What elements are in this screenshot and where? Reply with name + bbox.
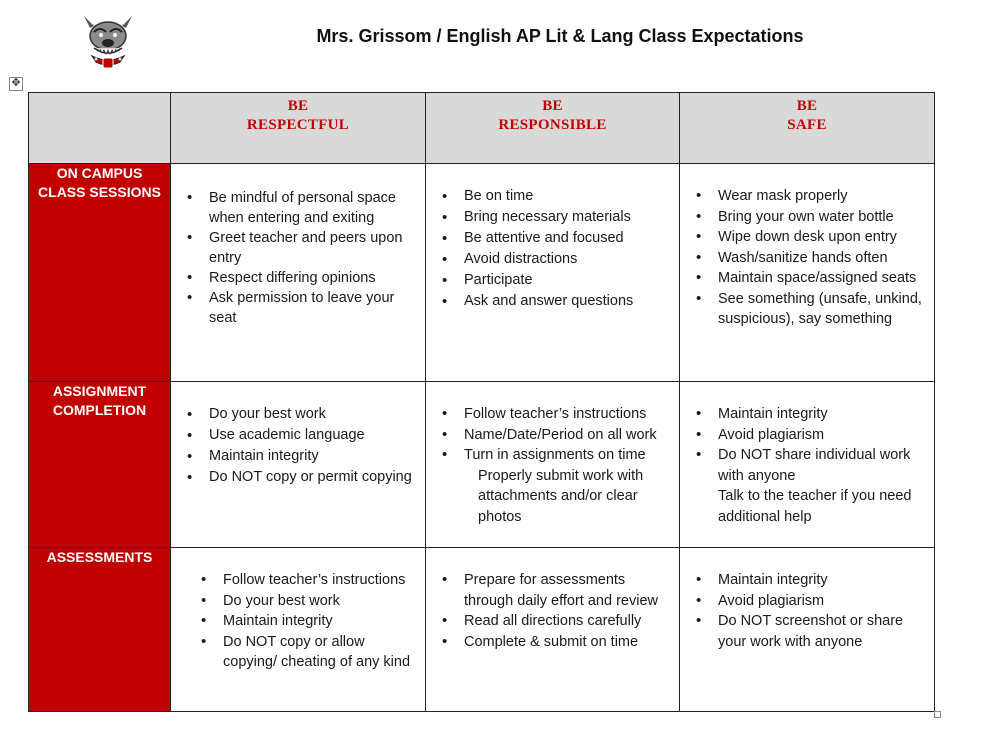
list-item: • Complete & submit on time <box>426 632 679 653</box>
cell-on-campus-safe <box>680 164 935 382</box>
list-item: • Be attentive and focused <box>426 228 679 249</box>
move-handle-icon[interactable]: ✥ <box>9 77 23 91</box>
list-item: • Do your best work <box>171 591 425 612</box>
list-item: • Wear mask properly <box>680 186 934 207</box>
list-item: • Do NOT copy or permit copying <box>171 467 425 488</box>
list-item: • Respect differing opinions <box>171 268 425 288</box>
list-item: • Turn in assignments on time <box>426 445 679 466</box>
cell-assessments-safe <box>680 548 935 712</box>
list-item: • Do your best work <box>171 404 425 425</box>
list-item: • Maintain integrity <box>680 570 934 591</box>
cell-on-campus-responsible <box>426 164 680 382</box>
row-label-assessments: ASSESSMENTS <box>29 548 171 712</box>
list-item: • Wash/sanitize hands often <box>680 248 934 269</box>
row-label-on-campus: ON CAMPUS CLASS SESSIONS <box>29 164 171 382</box>
bulldog-logo-icon <box>80 12 136 70</box>
list-item: • Greet teacher and peers upon entry <box>171 228 425 268</box>
resize-handle-icon[interactable] <box>934 711 941 718</box>
page-title: Mrs. Grissom / English AP Lit & Lang Class Expectations <box>316 26 804 46</box>
list-item: • Read all directions carefully <box>426 611 679 632</box>
table-row-assignment <box>29 382 935 548</box>
list-item: • Follow teacher’s instructions <box>426 404 679 425</box>
list-item: • Maintain space/assigned seats <box>680 268 934 289</box>
list-item: • Bring necessary materials <box>426 207 679 228</box>
list-item: • Be mindful of personal space when entering and exiting <box>171 188 425 228</box>
column-header-respectful: BE RESPECTFUL <box>171 93 426 164</box>
list-item: • Participate <box>426 270 679 291</box>
column-header-safe: BE SAFE <box>680 93 935 164</box>
list-item: • Maintain integrity <box>171 446 425 467</box>
list-item: • Wipe down desk upon entry <box>680 227 934 248</box>
row-label-assignment: ASSIGNMENT COMPLETION <box>29 382 171 548</box>
table-row-on-campus <box>29 164 935 382</box>
cell-assessments-respectful <box>171 548 426 712</box>
corner-cell <box>29 93 171 164</box>
list-item: • Ask permission to leave your seat <box>171 288 425 328</box>
list-item: • Avoid plagiarism <box>680 425 934 446</box>
cell-assignment-safe <box>680 382 935 548</box>
cell-on-campus-respectful <box>171 164 426 382</box>
list-item: • Name/Date/Period on all work <box>426 425 679 446</box>
list-item: Properly submit work with attachments and/or clear photos <box>478 467 644 525</box>
column-header-responsible: BE RESPONSIBLE <box>426 93 680 164</box>
cell-assessments-responsible <box>426 548 680 712</box>
list-item: • Follow teacher’s instructions <box>171 570 425 591</box>
list-item: • Use academic language <box>171 425 425 446</box>
list-item: • Be on time <box>426 186 679 207</box>
list-item: • Do NOT copy or allow copying/ cheating of any kind <box>171 632 425 673</box>
list-item: • Bring your own water bottle <box>680 207 934 228</box>
list-item: • Maintain integrity <box>171 611 425 632</box>
list-item: • Maintain integrity <box>680 404 934 425</box>
list-item: • Prepare for assessments through daily effort and review <box>426 570 679 611</box>
list-item: • Avoid plagiarism <box>680 591 934 612</box>
header-row <box>29 93 935 164</box>
cell-assignment-responsible <box>426 382 680 548</box>
cell-assignment-respectful <box>171 382 426 548</box>
list-item: • Ask and answer questions <box>426 291 679 312</box>
list-item: Talk to the teacher if you need additional help <box>718 488 912 525</box>
list-item: • See something (unsafe, unkind, suspicious), say something <box>680 289 934 330</box>
expectations-table <box>28 92 935 712</box>
list-item: • Do NOT share individual work with anyone <box>680 445 934 486</box>
list-item: • Avoid distractions <box>426 249 679 270</box>
table-row-assessments <box>29 548 935 712</box>
list-item: • Do NOT screenshot or share your work with anyone <box>680 611 934 652</box>
